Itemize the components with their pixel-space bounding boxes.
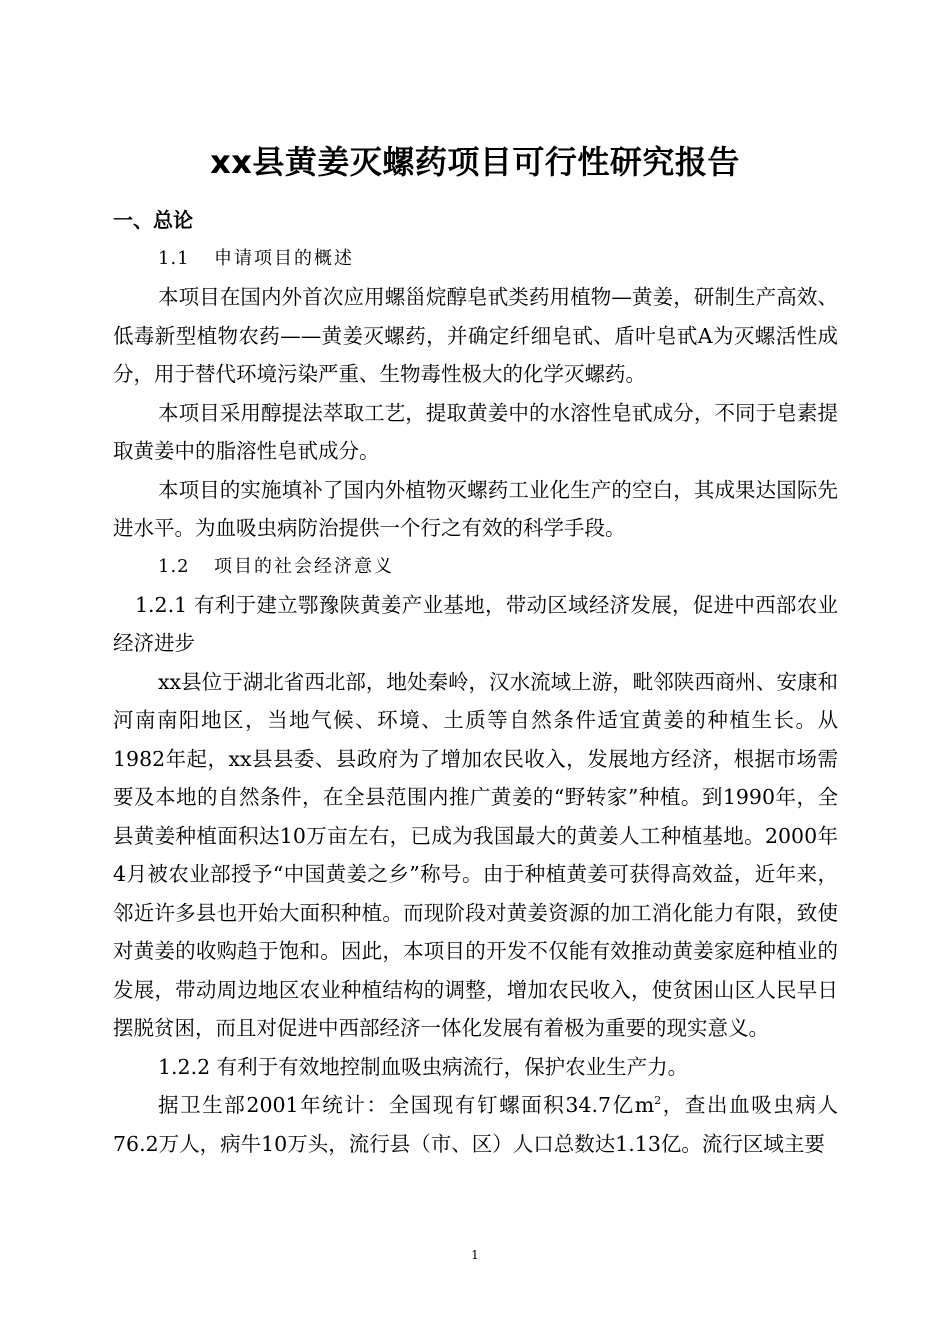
subsection-heading-1-1 [113,240,838,278]
subsection-number: 1.1 [158,248,190,269]
paragraph: 本项目的实施填补了国内外植物灭螺药工业化生产的空白，其成果达国际先进水平。为血吸虫病防治提供一个行之有效的科学手段。 [113,477,838,540]
subsection-number: 1.2 [158,555,190,577]
paragraph: 本项目在国内外首次应用螺甾烷醇皂甙类药用植物—黄姜，研制生产高效、低毒新型植物农药——黄姜灭螺药，并确定纤细皂甙、盾叶皂甙A为灭螺活性成分，用于替代环境污染严重、生物毒性极大的化学灭螺药。 [113,285,838,386]
subsection-heading-1-2 [113,548,838,586]
page-number: 1 [471,1248,479,1262]
paragraph-text: ，查出血吸虫病人76.2万人，病牛10万头，流行县（市、区）人口总数达1.13亿。流行区域主要 [113,1093,838,1156]
subsubsection-heading-1-2-2: 1.2.2 有利于有效地控制血吸虫病流行，保护农业生产力。 [158,1054,689,1079]
section-heading-overview: 一、总论 [113,208,193,232]
subsection-label: 申请项目的概述 [214,248,354,269]
paragraph: xx县位于湖北省西北部，地处秦岭，汉水流域上游，毗邻陕西商州、安康和河南南阳地区，当地气候、环境、土质等自然条件适宜黄姜的种植生长。从1982年起，xx县县委、县政府为了增加农民收入，发展地方经济，根据市场需要及本地的自然条件，在全县范围内推广黄姜的“野转家”种植。到1990年，全县黄姜种植面积达10万亩左右，已成为我国最大的黄姜人工种植基地。2000年4月被农业部授予“中国黄姜之乡”称号。由于种植黄姜可获得高效益，近年来，邻近许多县也开始大面积种植。而现阶段对黄姜资源的加工消化能力有限，致使对黄姜的收购趋于饱和。因此，本项目的开发不仅能有效推动黄姜家庭种植业的发展，带动周边地区农业种植结构的调整，增加农民收入，使贫困山区人民早日摆脱贫困，而且对促进中西部经济一体化发展有着极为重要的现实意义。 [113,669,838,1040]
paragraph: 本项目采用醇提法萃取工艺，提取黄姜中的水溶性皂甙成分，不同于皂素提取黄姜中的脂溶性皂甙成分。 [113,400,838,463]
subsubsection-heading-1-2-1: 1.2.1 有利于建立鄂豫陕黄姜产业基地，带动区域经济发展，促进中西部农业经济进步 [113,592,838,655]
paragraph-text: 据卫生部2001年统计：全国现有钉螺面积34.7亿m [158,1093,655,1117]
superscript: 2 [654,1094,662,1108]
paragraph [113,1086,838,1163]
document-body [113,200,838,1163]
subsection-label: 项目的社会经济意义 [214,555,394,577]
document-title: xx县黄姜灭螺药项目可行性研究报告 [210,143,740,181]
